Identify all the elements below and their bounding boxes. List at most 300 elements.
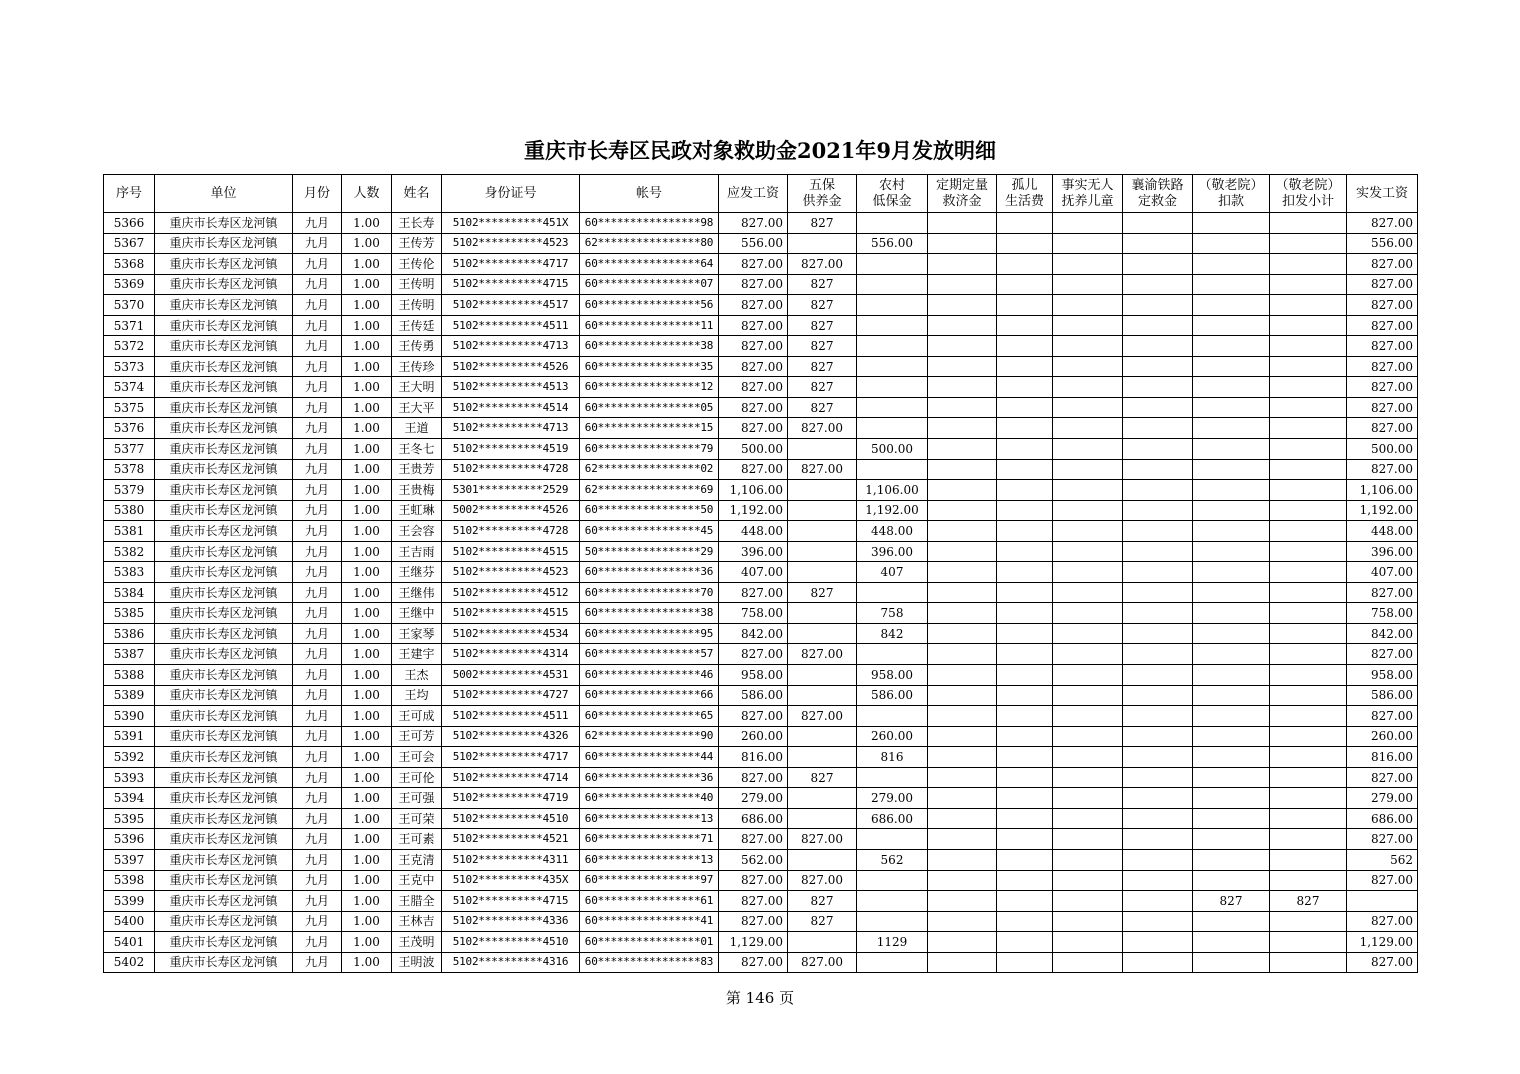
table-cell xyxy=(1270,377,1347,398)
table-cell xyxy=(997,849,1053,870)
table-row xyxy=(104,726,1418,747)
table-cell: 5389 xyxy=(104,685,155,706)
table-cell xyxy=(857,295,928,316)
table-cell: 重庆市长寿区龙河镇 xyxy=(155,439,293,460)
table-cell xyxy=(997,254,1053,275)
table-cell xyxy=(1053,788,1123,809)
table-row xyxy=(104,623,1418,644)
table-cell xyxy=(788,788,857,809)
table-cell: 九月 xyxy=(293,829,342,850)
table-cell xyxy=(1123,397,1193,418)
table-cell: 重庆市长寿区龙河镇 xyxy=(155,911,293,932)
table-cell xyxy=(857,459,928,480)
table-cell: 279.00 xyxy=(1347,788,1418,809)
table-cell: 1.00 xyxy=(342,397,392,418)
table-cell: 九月 xyxy=(293,295,342,316)
table-cell xyxy=(1270,459,1347,480)
table-cell: 827.00 xyxy=(1347,295,1418,316)
table-cell: 60****************01 xyxy=(580,932,719,953)
table-cell xyxy=(1123,336,1193,357)
table-cell: 5379 xyxy=(104,480,155,501)
table-cell xyxy=(1123,295,1193,316)
table-cell xyxy=(788,541,857,562)
table-cell: 重庆市长寿区龙河镇 xyxy=(155,767,293,788)
table-cell: 1.00 xyxy=(342,459,392,480)
table-cell xyxy=(1053,644,1123,665)
table-cell xyxy=(1053,274,1123,295)
table-cell xyxy=(788,623,857,644)
table-cell: 5383 xyxy=(104,562,155,583)
table-cell xyxy=(928,706,997,727)
table-cell: 5102**********4717 xyxy=(442,747,580,768)
table-cell xyxy=(1053,336,1123,357)
table-cell: 827 xyxy=(788,891,857,912)
column-header: 事实无人 抚养儿童 xyxy=(1053,175,1123,213)
table-cell xyxy=(1053,233,1123,254)
table-cell xyxy=(997,623,1053,644)
table-cell xyxy=(928,726,997,747)
table-cell xyxy=(1270,274,1347,295)
table-cell: 王传珍 xyxy=(392,356,442,377)
table-cell: 686.00 xyxy=(719,808,788,829)
table-cell: 1.00 xyxy=(342,623,392,644)
table-cell: 王腊全 xyxy=(392,891,442,912)
table-cell xyxy=(1123,808,1193,829)
table-cell xyxy=(1270,295,1347,316)
table-cell xyxy=(1193,439,1270,460)
table-cell: 62****************69 xyxy=(580,480,719,501)
table-cell xyxy=(928,829,997,850)
table-cell xyxy=(1053,849,1123,870)
table-row xyxy=(104,747,1418,768)
table-cell: 60****************35 xyxy=(580,356,719,377)
table-cell: 王吉雨 xyxy=(392,541,442,562)
table-cell: 九月 xyxy=(293,377,342,398)
table-cell: 5102**********4713 xyxy=(442,336,580,357)
table-cell xyxy=(1193,932,1270,953)
table-cell: 827.00 xyxy=(788,829,857,850)
table-cell xyxy=(1053,295,1123,316)
table-cell xyxy=(997,726,1053,747)
table-cell xyxy=(857,582,928,603)
table-cell: 1.00 xyxy=(342,562,392,583)
table-cell xyxy=(997,767,1053,788)
table-row xyxy=(104,418,1418,439)
table-cell: 重庆市长寿区龙河镇 xyxy=(155,274,293,295)
table-cell xyxy=(1193,336,1270,357)
table-cell xyxy=(1123,274,1193,295)
table-cell xyxy=(1270,213,1347,234)
table-cell: 60****************05 xyxy=(580,397,719,418)
table-cell xyxy=(928,582,997,603)
table-cell xyxy=(857,911,928,932)
table-cell: 5398 xyxy=(104,870,155,891)
table-cell: 827.00 xyxy=(719,377,788,398)
table-cell: 1.00 xyxy=(342,541,392,562)
table-cell: 60****************71 xyxy=(580,829,719,850)
table-cell xyxy=(788,562,857,583)
table-cell: 5382 xyxy=(104,541,155,562)
table-cell: 1.00 xyxy=(342,315,392,336)
table-cell: 958.00 xyxy=(1347,665,1418,686)
column-header: 姓名 xyxy=(392,175,442,213)
table-cell: 5102**********4514 xyxy=(442,397,580,418)
table-cell xyxy=(928,480,997,501)
table-cell xyxy=(1193,644,1270,665)
table-cell: 重庆市长寿区龙河镇 xyxy=(155,891,293,912)
table-cell: 王可素 xyxy=(392,829,442,850)
table-cell: 1.00 xyxy=(342,582,392,603)
table-cell xyxy=(1123,213,1193,234)
table-cell xyxy=(1123,891,1193,912)
table-cell xyxy=(857,274,928,295)
table-cell xyxy=(1270,952,1347,973)
table-cell xyxy=(788,480,857,501)
table-cell: 5380 xyxy=(104,500,155,521)
table-cell: 5102**********4728 xyxy=(442,459,580,480)
table-cell xyxy=(788,747,857,768)
table-cell xyxy=(1270,336,1347,357)
table-cell: 827.00 xyxy=(1347,767,1418,788)
table-cell: 重庆市长寿区龙河镇 xyxy=(155,315,293,336)
table-cell xyxy=(1270,562,1347,583)
table-cell xyxy=(857,254,928,275)
table-cell xyxy=(857,891,928,912)
table-cell xyxy=(1123,706,1193,727)
table-cell xyxy=(928,685,997,706)
table-cell: 王传勇 xyxy=(392,336,442,357)
table-cell: 5102**********4526 xyxy=(442,356,580,377)
table-row xyxy=(104,315,1418,336)
table-cell: 827.00 xyxy=(719,418,788,439)
table-cell: 556.00 xyxy=(719,233,788,254)
table-cell: 重庆市长寿区龙河镇 xyxy=(155,665,293,686)
table-cell xyxy=(997,356,1053,377)
table-cell: 827.00 xyxy=(719,870,788,891)
table-cell: 九月 xyxy=(293,952,342,973)
table-cell: 1,106.00 xyxy=(1347,480,1418,501)
table-cell xyxy=(997,213,1053,234)
table-cell: 王虹琳 xyxy=(392,500,442,521)
table-cell xyxy=(788,439,857,460)
table-cell: 5102**********4512 xyxy=(442,582,580,603)
table-cell: 1.00 xyxy=(342,932,392,953)
table-cell: 827.00 xyxy=(719,911,788,932)
table-cell: 758.00 xyxy=(719,603,788,624)
table-cell xyxy=(857,377,928,398)
table-cell xyxy=(1347,891,1418,912)
document-title: 重庆市长寿区民政对象救助金2021年9月发放明细 xyxy=(523,138,997,163)
table-cell xyxy=(1270,356,1347,377)
column-header: 帐号 xyxy=(580,175,719,213)
table-row xyxy=(104,480,1418,501)
table-cell: 62****************90 xyxy=(580,726,719,747)
table-cell xyxy=(1053,315,1123,336)
table-cell: 1,129.00 xyxy=(1347,932,1418,953)
table-cell: 5102**********4510 xyxy=(442,932,580,953)
table-cell xyxy=(1270,808,1347,829)
table-cell: 827.00 xyxy=(719,459,788,480)
table-cell xyxy=(1193,685,1270,706)
table-cell xyxy=(857,418,928,439)
table-cell xyxy=(928,356,997,377)
table-cell xyxy=(1053,685,1123,706)
table-cell: 1.00 xyxy=(342,480,392,501)
table-cell xyxy=(1123,500,1193,521)
table-cell: 827.00 xyxy=(788,418,857,439)
table-cell: 1.00 xyxy=(342,377,392,398)
table-cell: 827 xyxy=(788,213,857,234)
table-cell: 1.00 xyxy=(342,891,392,912)
table-cell: 九月 xyxy=(293,726,342,747)
table-cell xyxy=(997,500,1053,521)
table-cell: 827.00 xyxy=(788,254,857,275)
table-cell: 260.00 xyxy=(719,726,788,747)
table-cell xyxy=(928,418,997,439)
table-cell: 重庆市长寿区龙河镇 xyxy=(155,356,293,377)
table-cell: 重庆市长寿区龙河镇 xyxy=(155,603,293,624)
column-header: 序号 xyxy=(104,175,155,213)
table-cell: 九月 xyxy=(293,213,342,234)
table-cell: 827.00 xyxy=(1347,459,1418,480)
table-row xyxy=(104,829,1418,850)
table-cell: 5102**********4336 xyxy=(442,911,580,932)
table-cell: 827.00 xyxy=(719,336,788,357)
table-cell xyxy=(788,932,857,953)
table-cell: 827 xyxy=(788,356,857,377)
table-cell: 王可强 xyxy=(392,788,442,809)
table-cell xyxy=(1193,480,1270,501)
table-cell: 5102**********4728 xyxy=(442,521,580,542)
table-cell: 827 xyxy=(788,295,857,316)
table-row xyxy=(104,295,1418,316)
table-cell xyxy=(1123,480,1193,501)
table-cell: 九月 xyxy=(293,254,342,275)
table-row xyxy=(104,788,1418,809)
table-cell: 王均 xyxy=(392,685,442,706)
table-cell xyxy=(1193,356,1270,377)
table-cell: 5102**********4513 xyxy=(442,377,580,398)
table-cell xyxy=(1053,254,1123,275)
table-cell xyxy=(1123,521,1193,542)
table-cell: 九月 xyxy=(293,356,342,377)
table-cell: 5376 xyxy=(104,418,155,439)
table-cell xyxy=(928,623,997,644)
table-cell xyxy=(1193,213,1270,234)
table-cell: 1,106.00 xyxy=(719,480,788,501)
table-cell xyxy=(788,808,857,829)
table-cell: 5102**********4523 xyxy=(442,562,580,583)
table-cell xyxy=(1123,952,1193,973)
table-cell: 827.00 xyxy=(1347,952,1418,973)
table-cell: 827.00 xyxy=(719,315,788,336)
table-cell xyxy=(788,233,857,254)
table-cell: 王家琴 xyxy=(392,623,442,644)
table-cell xyxy=(1270,685,1347,706)
table-cell xyxy=(928,603,997,624)
table-cell xyxy=(997,418,1053,439)
table-cell: 827 xyxy=(788,911,857,932)
table-cell: 827.00 xyxy=(719,891,788,912)
table-cell: 5102**********4326 xyxy=(442,726,580,747)
table-cell: 1.00 xyxy=(342,254,392,275)
table-cell: 827.00 xyxy=(719,213,788,234)
table-cell: 5373 xyxy=(104,356,155,377)
table-cell xyxy=(1193,377,1270,398)
table-cell xyxy=(1123,459,1193,480)
table-cell: 60****************38 xyxy=(580,336,719,357)
table-cell xyxy=(1123,932,1193,953)
table-cell: 九月 xyxy=(293,685,342,706)
table-cell: 5397 xyxy=(104,849,155,870)
table-cell: 重庆市长寿区龙河镇 xyxy=(155,418,293,439)
table-cell xyxy=(1123,562,1193,583)
table-cell: 5372 xyxy=(104,336,155,357)
table-cell xyxy=(1053,726,1123,747)
table-cell: 重庆市长寿区龙河镇 xyxy=(155,562,293,583)
table-cell xyxy=(1053,891,1123,912)
table-cell: 重庆市长寿区龙河镇 xyxy=(155,213,293,234)
table-cell: 60****************11 xyxy=(580,315,719,336)
table-cell: 827 xyxy=(788,397,857,418)
table-cell: 5393 xyxy=(104,767,155,788)
table-cell: 九月 xyxy=(293,315,342,336)
table-cell xyxy=(1193,911,1270,932)
table-cell: 60****************61 xyxy=(580,891,719,912)
table-cell xyxy=(1270,418,1347,439)
table-cell: 重庆市长寿区龙河镇 xyxy=(155,397,293,418)
table-cell xyxy=(997,788,1053,809)
table-cell xyxy=(997,582,1053,603)
table-cell: 260.00 xyxy=(1347,726,1418,747)
table-cell: 王传明 xyxy=(392,274,442,295)
table-cell: 九月 xyxy=(293,808,342,829)
table-cell: 500.00 xyxy=(1347,439,1418,460)
table-cell: 重庆市长寿区龙河镇 xyxy=(155,254,293,275)
table-cell: 重庆市长寿区龙河镇 xyxy=(155,233,293,254)
table-cell: 王传廷 xyxy=(392,315,442,336)
table-cell: 827.00 xyxy=(1347,377,1418,398)
table-cell xyxy=(857,829,928,850)
table-cell: 九月 xyxy=(293,582,342,603)
table-cell xyxy=(857,952,928,973)
table-cell: 5401 xyxy=(104,932,155,953)
table-cell: 827.00 xyxy=(1347,336,1418,357)
table-cell: 396.00 xyxy=(857,541,928,562)
table-cell: 827.00 xyxy=(788,706,857,727)
table-row xyxy=(104,582,1418,603)
table-cell xyxy=(928,891,997,912)
table-cell xyxy=(1053,480,1123,501)
table-cell xyxy=(1270,397,1347,418)
table-cell: 500.00 xyxy=(857,439,928,460)
table-cell: 5102**********4311 xyxy=(442,849,580,870)
table-cell: 九月 xyxy=(293,665,342,686)
table-cell: 1,129.00 xyxy=(719,932,788,953)
table-cell: 九月 xyxy=(293,788,342,809)
table-cell xyxy=(1053,439,1123,460)
column-header: 襄渝铁路 定救金 xyxy=(1123,175,1193,213)
table-cell: 王克清 xyxy=(392,849,442,870)
table-cell xyxy=(1053,541,1123,562)
table-cell: 九月 xyxy=(293,500,342,521)
table-cell xyxy=(1053,747,1123,768)
table-cell: 5102**********4713 xyxy=(442,418,580,439)
table-cell xyxy=(997,685,1053,706)
table-row xyxy=(104,233,1418,254)
table-cell: 5102**********4521 xyxy=(442,829,580,850)
table-cell: 827.00 xyxy=(719,706,788,727)
table-cell: 448.00 xyxy=(719,521,788,542)
table-cell: 5388 xyxy=(104,665,155,686)
table-cell: 556.00 xyxy=(1347,233,1418,254)
table-cell: 827 xyxy=(1270,891,1347,912)
table-cell xyxy=(1123,726,1193,747)
table-cell: 827.00 xyxy=(1347,582,1418,603)
table-cell: 九月 xyxy=(293,418,342,439)
table-cell: 1129 xyxy=(857,932,928,953)
table-cell xyxy=(1053,377,1123,398)
table-cell: 1.00 xyxy=(342,274,392,295)
table-cell xyxy=(1053,603,1123,624)
table-cell: 686.00 xyxy=(857,808,928,829)
column-header: 农村 低保金 xyxy=(857,175,928,213)
table-cell: 827.00 xyxy=(1347,274,1418,295)
table-cell xyxy=(1270,480,1347,501)
table-cell: 827.00 xyxy=(1347,254,1418,275)
column-header: 定期定量 救济金 xyxy=(928,175,997,213)
table-cell xyxy=(997,439,1053,460)
table-cell xyxy=(1270,870,1347,891)
table-cell: 60****************40 xyxy=(580,788,719,809)
table-cell: 60****************70 xyxy=(580,582,719,603)
table-cell: 407 xyxy=(857,562,928,583)
table-cell: 816.00 xyxy=(1347,747,1418,768)
table-cell: 5102**********4717 xyxy=(442,254,580,275)
table-cell: 60****************50 xyxy=(580,500,719,521)
table-cell: 5377 xyxy=(104,439,155,460)
table-cell: 重庆市长寿区龙河镇 xyxy=(155,747,293,768)
table-cell xyxy=(1193,274,1270,295)
table-cell xyxy=(1270,829,1347,850)
table-cell xyxy=(857,315,928,336)
table-cell: 1.00 xyxy=(342,233,392,254)
table-cell: 5102**********4510 xyxy=(442,808,580,829)
table-cell xyxy=(1270,521,1347,542)
table-cell xyxy=(997,233,1053,254)
table-cell: 1.00 xyxy=(342,829,392,850)
table-cell xyxy=(1270,788,1347,809)
table-cell xyxy=(1270,726,1347,747)
table-cell: 5102**********4517 xyxy=(442,295,580,316)
table-cell xyxy=(1270,254,1347,275)
table-cell: 562.00 xyxy=(719,849,788,870)
table-cell: 王大明 xyxy=(392,377,442,398)
table-cell: 827 xyxy=(788,582,857,603)
table-row xyxy=(104,459,1418,480)
table-row xyxy=(104,439,1418,460)
table-cell: 758.00 xyxy=(1347,603,1418,624)
table-cell: 60****************83 xyxy=(580,952,719,973)
table-cell: 王可芳 xyxy=(392,726,442,747)
table-cell xyxy=(1193,706,1270,727)
table-cell: 5301**********2529 xyxy=(442,480,580,501)
table-cell: 407.00 xyxy=(1347,562,1418,583)
table-cell: 5366 xyxy=(104,213,155,234)
table-cell: 562 xyxy=(1347,849,1418,870)
table-row xyxy=(104,932,1418,953)
table-cell: 758 xyxy=(857,603,928,624)
